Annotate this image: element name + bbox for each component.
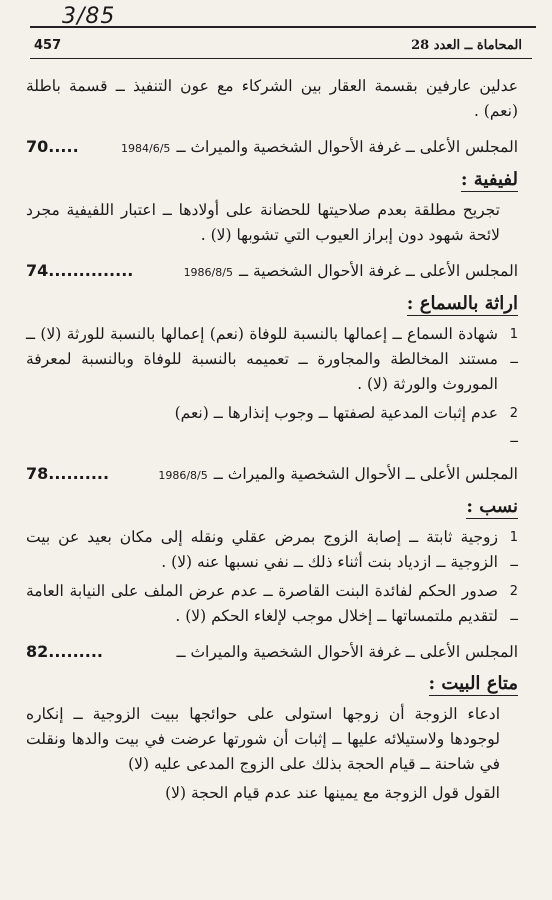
court-name: المجلس الأعلى ــ غرفة الأحوال الشخصية والميراث ــ xyxy=(176,643,518,661)
top-rule xyxy=(30,26,536,28)
heading-text: لفيفية : xyxy=(460,169,518,190)
item-number: 1 ــ xyxy=(509,530,518,570)
page-header xyxy=(34,34,522,56)
list-item xyxy=(26,579,518,629)
court-name: المجلس الأعلى ــ غرفة الأحوال الشخصية والميراث ــ xyxy=(176,138,518,156)
page-number: 457 xyxy=(34,37,62,53)
list-item xyxy=(26,525,518,575)
item-number: 1 ــ xyxy=(509,327,518,367)
page-ref-number: 78.......... xyxy=(26,464,110,483)
list-item xyxy=(26,401,518,451)
item-text: شهادة السماع ــ إعمالها بالنسبة للوفاة (نعم) إعمالها بالنسبة للورثة (لا) ــ مستند المخالطة والمجاورة ــ تعميمه بالنسبة للوفاة وبالنسبة لمعرفة الموروث والورثة (لا) . xyxy=(26,325,498,393)
page-ref-number: 82......... xyxy=(26,642,103,661)
court-name: المجلس الأعلى ــ الأحوال الشخصية والميراث ــ xyxy=(213,465,518,483)
item-text: صدور الحكم لفائدة البنت القاصرة ــ عدم عرض الملف على النيابة العامة لتقديم ملتمساتها ــ إخلال موجب لإلغاء الحكم (لا) . xyxy=(26,582,498,625)
section-heading-lafifiya xyxy=(26,167,518,192)
section-heading-irath xyxy=(26,291,518,316)
paragraph-lafifiya: تجريح مطلقة بعدم صلاحيتها للحضانة على أولادها ــ اعتبار اللفيفية مجرد لائحة شهود دون إبراز العيوب التي تشوبها (لا) . xyxy=(26,201,500,244)
item-number: 2 ــ xyxy=(509,584,518,624)
heading-text: متاع البيت : xyxy=(428,673,518,694)
header-rule xyxy=(30,58,532,59)
item-text: عدم إثبات المدعية لصفتها ــ وجوب إنذارها ــ (نعم) xyxy=(174,404,498,422)
page-ref-number: 74.............. xyxy=(26,261,134,280)
ruling-date: 1984/6/5 xyxy=(121,142,171,155)
court-reference-74 xyxy=(26,258,518,285)
ruling-date: 1986/8/5 xyxy=(183,266,233,279)
court-reference-70 xyxy=(26,134,518,161)
ruling-date: 1986/8/5 xyxy=(158,469,208,482)
court-reference-78 xyxy=(26,461,518,488)
intro-paragraph: عدلين عارفين بقسمة العقار بين الشركاء مع عون التنفيذ ــ قسمة باطلة (نعم) . xyxy=(26,77,518,120)
page-ref-number: 70..... xyxy=(26,137,79,156)
court-name: المجلس الأعلى ــ غرفة الأحوال الشخصية ــ xyxy=(238,262,518,280)
handwritten-page-note: 3/85 xyxy=(62,4,116,29)
heading-text: اراثة بالسماع : xyxy=(406,293,518,314)
section-heading-mataa xyxy=(26,671,518,696)
section-heading-nasab xyxy=(26,494,518,519)
court-reference-82 xyxy=(26,639,518,665)
paragraph-mataa-2: القول قول الزوجة مع يمينها عند عدم قيام الحجة (لا) xyxy=(165,784,500,802)
paragraph-mataa: ادعاء الزوجة أن زوجها استولى على حوائجها ببيت الزوجية ــ إنكاره لوجودها ولاستيلائه عليها ــ إثبات أن شورتها عرضت في بيت والدها ونقلت في شاحنة ــ قيام الحجة بذلك على الزوج المدعى عليه (لا) xyxy=(26,705,500,773)
item-text: زوجية ثابتة ــ إصابة الزوج بمرض عقلي ونقله إلى مكان بعيد عن بيت الزوجية ــ ازدياد بنت أثناء ذلك ــ نفي نسبها عنه (لا) . xyxy=(26,528,498,571)
page-content xyxy=(26,74,518,810)
heading-text: نسب : xyxy=(466,496,518,517)
journal-title: المحاماة ــ العدد 28 xyxy=(411,37,522,53)
list-item xyxy=(26,322,518,397)
item-number: 2 ــ xyxy=(509,406,518,446)
